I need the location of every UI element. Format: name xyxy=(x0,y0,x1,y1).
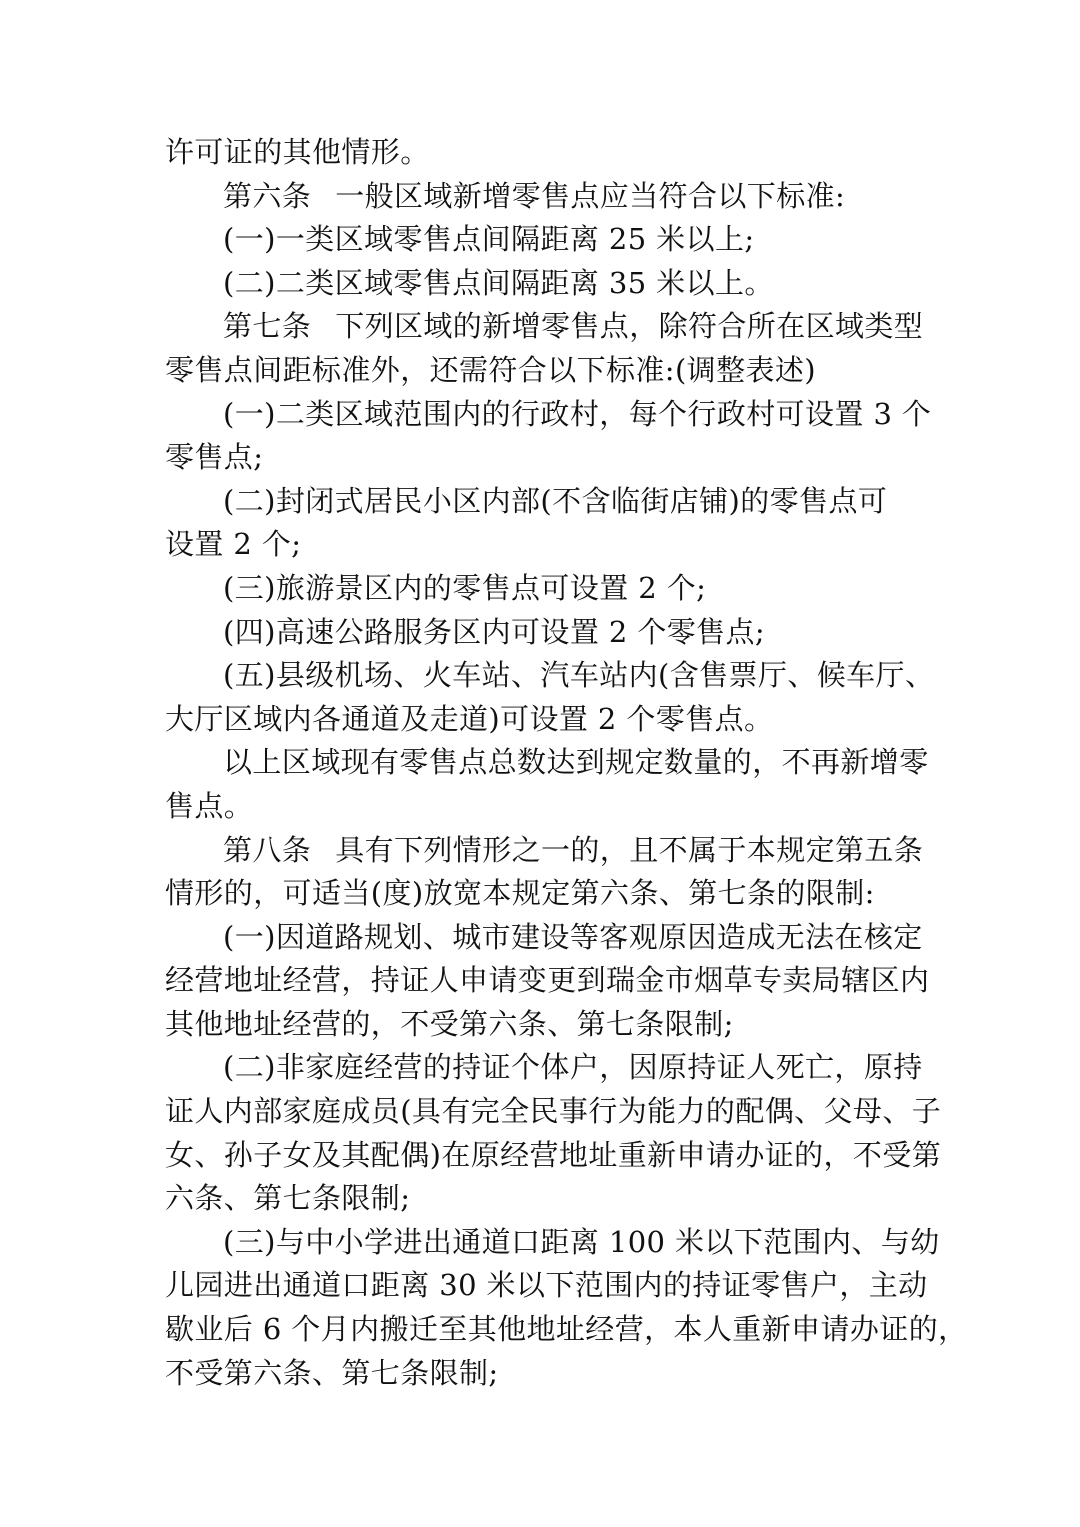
text-line: 零售点; xyxy=(165,440,264,475)
text-line: (三)与中小学进出通道口距离 100 米以下范围内、与幼 xyxy=(223,1224,940,1259)
text-line: 不受第六条、第七条限制; xyxy=(165,1355,499,1390)
article-heading: 第七条 xyxy=(223,309,312,344)
text-line: (四)高速公路服务区内可设置 2 个零售点; xyxy=(223,614,766,649)
article-line xyxy=(165,829,924,873)
article-text: 具有下列情形之一的，且不属于本规定第五条 xyxy=(335,832,924,867)
text-line: (二)封闭式居民小区内部(不含临街店铺)的零售点可 xyxy=(223,483,888,518)
article-heading: 第六条 xyxy=(223,178,312,213)
text-line: 其他地址经营的，不受第六条、第七条限制; xyxy=(165,1006,734,1041)
text-line: (五)县级机场、火车站、汽车站内(含售票厅、候车厅、 xyxy=(223,658,935,693)
text-line: 大厅区域内各通道及走道)可设置 2 个零售点。 xyxy=(165,701,774,736)
text-line: (一)二类区域范围内的行政村，每个行政村可设置 3 个 xyxy=(223,396,932,431)
text-line: 情形的，可适当(度)放宽本规定第六条、第七条的限制: xyxy=(165,876,875,911)
text-line: 六条、第七条限制; xyxy=(165,1181,411,1216)
text-line: 零售点间距标准外，还需符合以下标准:(调整表述) xyxy=(165,352,816,387)
text-line: 经营地址经营，持证人申请变更到瑞金市烟草专卖局辖区内 xyxy=(165,963,930,998)
text-line: (一)因道路规划、城市建设等客观原因造成无法在核定 xyxy=(223,919,923,954)
text-line: 设置 2 个; xyxy=(165,527,302,562)
article-text: 一般区域新增零售点应当符合以下标准: xyxy=(335,178,846,213)
text-line: 女、孙子女及其配偶)在原经营地址重新申请办证的，不受第 xyxy=(165,1137,942,1172)
text-line: (一)一类区域零售点间隔距离 25 米以上; xyxy=(223,222,755,257)
document-body xyxy=(165,131,968,1395)
article-line xyxy=(165,175,920,219)
text-line: 以上区域现有零售点总数达到规定数量的，不再新增零 xyxy=(223,745,929,780)
text-line: 儿园进出通道口距离 30 米以下范围内的持证零售户，主动 xyxy=(165,1268,928,1303)
text-line: 许可证的其他情形。 xyxy=(165,135,430,169)
text-line: 售点。 xyxy=(165,788,254,823)
text-line: (三)旅游景区内的零售点可设置 2 个; xyxy=(223,570,707,605)
text-line: 歇业后 6 个月内搬迁至其他地址经营，本人重新申请办证的， xyxy=(165,1312,968,1347)
article-text: 下列区域的新增零售点，除符合所在区域类型 xyxy=(335,309,924,344)
article-line xyxy=(165,305,924,349)
article-heading: 第八条 xyxy=(223,832,312,867)
text-line: (二)非家庭经营的持证个体户，因原持证人死亡，原持 xyxy=(223,1050,923,1085)
text-line: (二)二类区域零售点间隔距离 35 米以上。 xyxy=(223,265,774,300)
text-line: 证人内部家庭成员(具有完全民事行为能力的配偶、父母、子 xyxy=(165,1094,942,1129)
